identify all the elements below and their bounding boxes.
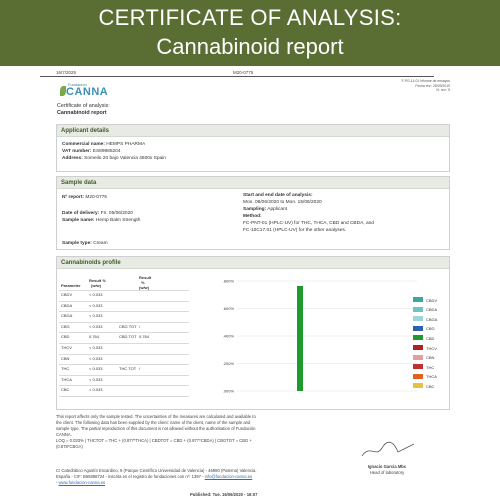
sample-type-row (62, 240, 108, 247)
legend-label: THCV (426, 345, 437, 351)
table-cell-parameter: CBC (61, 387, 70, 393)
delivery-value: Fri. 05/06/2020 (100, 211, 133, 216)
cannabinoids-bar-chart (207, 273, 427, 403)
legend-label: THCA (426, 374, 437, 380)
col-header-parameter: Parameter (61, 283, 81, 288)
table-cell-parameter: CBD (61, 334, 70, 340)
col-header-total-pct: % (141, 280, 145, 285)
signer-block (362, 464, 412, 476)
report-number-value: M20-0775 (85, 195, 107, 200)
method-label: Method: (243, 214, 262, 219)
sample-name-row (62, 217, 140, 224)
address-line3: - (56, 480, 59, 485)
logo-small-text: Fundación (68, 82, 87, 87)
table-cell-parameter: CBG (61, 323, 70, 329)
sample-name-label: Sample name: (62, 218, 95, 223)
legend-swatch (413, 326, 423, 331)
published-date: Published: Tue. 16/06/2020 - 16:07 (190, 492, 258, 497)
website-link[interactable]: www.fundacion-canna.es (58, 480, 106, 485)
disclaimer-line1: This report affects only the sample tested. The uncertainties of the measures are calculated and available to (56, 414, 256, 419)
legend-label: CBDV (426, 297, 438, 303)
profile-section-title: Cannabinoids profile (57, 257, 449, 269)
report-number-label: Nº report: (62, 195, 85, 200)
y-tick-label: .800% (222, 278, 234, 284)
analysis-dates-value: Mon. 08/06/2020 to Mon. 15/06/2020 (243, 200, 322, 205)
legend-label: CBN (426, 355, 435, 361)
table-cell-total-value: 0.764 (139, 334, 150, 340)
vat-label: VAT number: (62, 149, 92, 154)
banner-title-line2: Cannabinoid report (156, 34, 344, 59)
col-header-result: Result % (89, 278, 106, 283)
table-cell-result: < 0.033 (89, 302, 103, 308)
applicant-details-box (56, 124, 450, 172)
y-tick-label: .200% (222, 361, 234, 366)
legend-label: CBG (426, 326, 435, 332)
col-header-total-unit: (w/w) (139, 285, 149, 290)
legend-swatch (413, 383, 423, 388)
method-line2: FC-10C17.01 (HPLC-UV) for the other analyses. (243, 228, 347, 233)
commercial-name-label: Commercial name: (62, 142, 105, 147)
table-cell-result: < 0.033 (89, 292, 103, 297)
disclaimer-line2: the client. The following data has been supplied by the client: name of the client, name of the sample and (56, 420, 251, 425)
sampling-value: Applicant (267, 207, 287, 212)
table-cell-total-name: CBG TOT (119, 323, 137, 329)
loq-line2: (0.878*CBGA) (56, 444, 83, 449)
analysis-dates-label: Start and end date of analysis: (243, 193, 313, 198)
y-tick-label: .400% (222, 333, 234, 339)
legend-swatch (413, 335, 423, 340)
delivery-label: Date of delivery: (62, 211, 100, 216)
disclaimer-line4: CANNA. (56, 432, 72, 437)
header-date: 16/7/2025 (56, 70, 77, 75)
table-cell-result: < 0.033 (89, 355, 103, 361)
table-cell-result: < 0.033 (89, 376, 103, 382)
table-cell-parameter: CBDA (61, 302, 73, 308)
legend-swatch (413, 364, 423, 369)
form-code-block (380, 79, 450, 93)
table-cell-parameter: THCV (61, 345, 72, 350)
y-tick-label: .600% (222, 306, 234, 311)
table-cell-parameter: CBDV (61, 292, 73, 297)
doc-title-line1: Certificate of analysis: (57, 103, 110, 109)
address-line1: C/ Catedrático Agustín Escardino, 9 (Parque Científico Universidad de Valencia) - 46980 (Paterna) Valencia, (56, 468, 257, 473)
legend-swatch (413, 307, 423, 312)
form-date: Fecha rev.: 25/09/2019 (415, 83, 450, 88)
email-link[interactable]: info@fundacion-canna.es (204, 474, 253, 479)
address-row (62, 155, 449, 162)
table-cell-total-value: / (139, 366, 141, 372)
cannabinoids-profile-box (56, 256, 450, 410)
sample-section-title: Sample data (57, 177, 449, 189)
table-cell-total-name: THC TOT (119, 366, 137, 372)
applicant-section-title: Applicant details (57, 125, 449, 137)
delivery-row (62, 210, 133, 217)
table-cell-parameter: THCA (61, 376, 72, 382)
analysis-dates-block (243, 192, 374, 234)
legend-label: CBDA (426, 307, 438, 313)
banner-title-line1: CERTIFICATE OF ANALYSIS: (98, 5, 402, 30)
legend-label: CBGA (426, 316, 438, 322)
sample-type-value: Cream (93, 241, 108, 246)
table-cell-result: < 0.033 (89, 366, 103, 372)
legend-label: CBC (426, 383, 435, 389)
certificate-document (40, 66, 460, 500)
sample-type-label: Sample type: (62, 241, 92, 246)
signature-image (358, 440, 418, 460)
legend-label: THC (426, 364, 435, 370)
legend-swatch (413, 316, 423, 321)
sampling-label: Sampling: (243, 207, 267, 212)
method-line1: FC-PNT-01 (HPLC-UV) for THC, THCA, CBD and CBDA, and (243, 221, 374, 226)
vat-value: ES89885204 (92, 149, 121, 154)
vat-row (62, 148, 449, 155)
chart-bar-cbd (297, 286, 303, 391)
table-cell-total-value: / (139, 323, 141, 329)
col-header-result-unit: (w/w) (91, 283, 101, 288)
table-cell-parameter: THC (61, 366, 70, 372)
commercial-name-row (62, 141, 449, 148)
address-block (56, 468, 356, 486)
col-header-total: Result (139, 275, 152, 280)
title-banner (0, 0, 500, 66)
address-value: Someilo 20 bajo Valencia 4600x Spain (84, 156, 166, 161)
table-cell-parameter: CBGA (61, 313, 73, 319)
doc-title (57, 103, 110, 116)
table-cell-result: 0.764 (89, 334, 100, 340)
signer-role: Head of laboratory (369, 470, 405, 475)
logo-text: CANNA (66, 86, 109, 98)
table-cell-parameter: CBN (61, 355, 70, 361)
legend-swatch (413, 345, 423, 350)
y-tick-label: .000% (222, 388, 234, 394)
legend-swatch (413, 374, 423, 379)
legend-label: CBD (426, 335, 435, 341)
disclaimer-line3: sample type. The partial reproduction of this document is not allowed without the authorisation of Fundación (56, 426, 256, 431)
legend-swatch (413, 355, 423, 360)
form-rev: N. rev.: 5 (436, 88, 450, 92)
address-line2: España - CIF: B65898724 - inscrita en el registro de fundaciones con nº: 1397 - (56, 474, 204, 479)
sample-data-box (56, 176, 450, 250)
signer-name: Ignacio García Mbc (367, 464, 407, 469)
loq-line1: LOQ = 0.033% | THCTOT = THC + (0.877*THCA) | CBDTOT = CBD + (0.877*CBDA) | CBGTOT = CBG + (56, 438, 252, 443)
header-ref: M20-0775 (233, 70, 254, 75)
doc-title-line2: Cannabinoid report (57, 109, 107, 116)
commercial-name-value: HEMPS PHARMA (106, 142, 146, 147)
address-label: Address: (62, 156, 83, 161)
sample-name-value: Hemp Balm Strength (95, 218, 141, 223)
report-number-row (62, 194, 107, 201)
table-cell-result: < 0.033 (89, 387, 103, 393)
form-code: F-PG-14.01 Informe de ensayos (401, 79, 450, 83)
table-cell-result: < 0.033 (89, 313, 103, 319)
table-cell-result: < 0.033 (89, 323, 103, 329)
table-cell-total-name: CBD TOT (119, 334, 137, 340)
table-cell-result: < 0.033 (89, 345, 103, 350)
legend-swatch (413, 297, 423, 302)
